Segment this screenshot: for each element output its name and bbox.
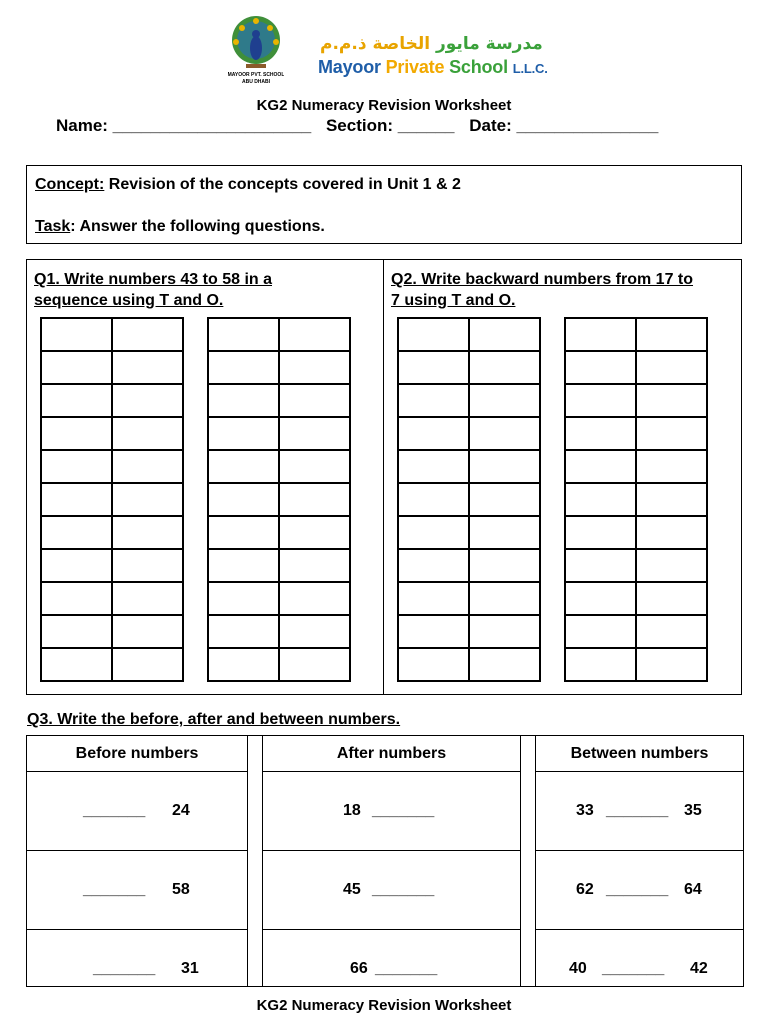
task-line (35, 218, 325, 236)
after-header: After numbers (263, 736, 520, 772)
ones-cell[interactable] (112, 582, 183, 615)
ones-cell[interactable] (279, 384, 350, 417)
tens-cell[interactable] (565, 450, 636, 483)
tens-cell[interactable] (565, 648, 636, 681)
after-column (263, 736, 520, 986)
before-cell (27, 772, 247, 851)
school-name-en-3: School (449, 57, 508, 77)
tens-cell[interactable] (398, 318, 469, 351)
ones-cell[interactable] (279, 516, 350, 549)
ones-cell[interactable] (469, 417, 540, 450)
ones-cell[interactable] (112, 549, 183, 582)
tens-cell[interactable] (565, 351, 636, 384)
tens-cell[interactable] (208, 483, 279, 516)
ones-cell[interactable] (469, 516, 540, 549)
ones-cell[interactable] (469, 582, 540, 615)
grid-row (208, 417, 350, 450)
answer-blank[interactable]: _______ (606, 802, 669, 819)
grid-row (41, 582, 183, 615)
grid-row (208, 615, 350, 648)
ones-cell[interactable] (279, 483, 350, 516)
given-number: 18 (343, 802, 361, 819)
date-field[interactable]: Date: _______________ (469, 116, 659, 135)
given-number-high: 35 (684, 802, 702, 819)
concept-box (26, 165, 742, 244)
given-number: 58 (172, 881, 190, 898)
task-text: : Answer the following questions. (70, 218, 325, 235)
grid-row (208, 351, 350, 384)
tens-cell[interactable] (565, 318, 636, 351)
tens-cell[interactable] (41, 450, 112, 483)
school-name-english (318, 57, 548, 78)
ones-cell[interactable] (279, 450, 350, 483)
tens-cell[interactable] (208, 648, 279, 681)
school-name-en-suffix: L.L.C. (512, 61, 548, 76)
worksheet-title: KG2 Numeracy Revision Worksheet (256, 97, 512, 114)
section-field[interactable]: Section: ______ (325, 116, 455, 135)
tens-cell[interactable] (565, 483, 636, 516)
ones-cell[interactable] (112, 483, 183, 516)
tens-cell[interactable] (565, 549, 636, 582)
student-info-fields (56, 116, 668, 136)
grid-row (41, 648, 183, 681)
q3-heading: Q3. Write the before, after and between numbers. (27, 711, 401, 728)
tens-cell[interactable] (398, 450, 469, 483)
concept-text: Revision of the concepts covered in Unit 1 & 2 (104, 176, 461, 193)
tens-cell[interactable] (398, 417, 469, 450)
tens-cell[interactable] (398, 351, 469, 384)
school-name-ar-part2: الخاصة ذ.م.م (320, 34, 431, 54)
tens-cell[interactable] (565, 516, 636, 549)
grid-row (565, 582, 707, 615)
grid-row (41, 384, 183, 417)
grid-row (41, 483, 183, 516)
given-number-low: 40 (569, 960, 587, 977)
grid-row (565, 351, 707, 384)
ones-cell[interactable] (112, 318, 183, 351)
ones-cell[interactable] (636, 384, 707, 417)
task-label: Task (35, 218, 71, 235)
answer-blank[interactable]: _______ (606, 881, 669, 898)
q1-heading (34, 269, 272, 311)
tens-cell[interactable] (398, 549, 469, 582)
tens-cell[interactable] (208, 351, 279, 384)
ones-cell[interactable] (636, 615, 707, 648)
given-number: 66 (350, 960, 368, 977)
ones-cell[interactable] (279, 549, 350, 582)
tens-cell[interactable] (41, 615, 112, 648)
q1-q2-divider (383, 260, 384, 694)
before-column (27, 736, 247, 986)
grid-row (565, 615, 707, 648)
given-number-low: 33 (576, 802, 594, 819)
grid-row (41, 615, 183, 648)
tens-cell[interactable] (565, 582, 636, 615)
tens-cell[interactable] (398, 648, 469, 681)
given-number: 24 (172, 802, 190, 819)
ones-cell[interactable] (112, 615, 183, 648)
name-field[interactable]: Name: _____________________ (56, 116, 312, 135)
tens-cell[interactable] (208, 417, 279, 450)
ones-cell[interactable] (279, 648, 350, 681)
ones-cell[interactable] (636, 450, 707, 483)
tens-cell[interactable] (41, 483, 112, 516)
school-name-en-1: Mayoor (318, 57, 381, 77)
ones-cell[interactable] (636, 648, 707, 681)
grid-row (41, 318, 183, 351)
q2-grid-right (564, 317, 708, 682)
between-cell (536, 851, 743, 930)
grid-row (208, 582, 350, 615)
grid-row (208, 318, 350, 351)
tens-cell[interactable] (41, 549, 112, 582)
tens-cell[interactable] (208, 450, 279, 483)
grid-row (565, 450, 707, 483)
ones-cell[interactable] (469, 318, 540, 351)
column-separator (247, 736, 263, 986)
between-header: Between numbers (536, 736, 743, 772)
tens-cell[interactable] (41, 318, 112, 351)
grid-row (41, 417, 183, 450)
between-column (536, 736, 743, 986)
footer-title: KG2 Numeracy Revision Worksheet (256, 997, 512, 1014)
grid-row (208, 549, 350, 582)
ones-cell[interactable] (636, 318, 707, 351)
tens-cell[interactable] (208, 615, 279, 648)
answer-blank[interactable]: _______ (372, 802, 435, 819)
column-separator (520, 736, 536, 986)
ones-cell[interactable] (279, 615, 350, 648)
crest-caption-line1: MAYOOR PVT. SCHOOL (228, 72, 284, 78)
ones-cell[interactable] (636, 516, 707, 549)
ones-cell[interactable] (469, 648, 540, 681)
grid-row (398, 351, 540, 384)
grid-row (398, 318, 540, 351)
q2-grid-left (397, 317, 541, 682)
ones-cell[interactable] (636, 582, 707, 615)
ones-cell[interactable] (279, 582, 350, 615)
grid-row (398, 516, 540, 549)
q1-grid-right (207, 317, 351, 682)
grid-row (398, 483, 540, 516)
grid-row (398, 549, 540, 582)
ones-cell[interactable] (469, 615, 540, 648)
answer-blank[interactable]: _______ (372, 881, 435, 898)
ones-cell[interactable] (469, 549, 540, 582)
grid-row (565, 483, 707, 516)
tens-cell[interactable] (398, 384, 469, 417)
ones-cell[interactable] (112, 351, 183, 384)
ones-cell[interactable] (279, 417, 350, 450)
answer-blank[interactable]: _______ (375, 960, 438, 977)
concept-line (35, 176, 461, 194)
grid-row (398, 450, 540, 483)
answer-blank[interactable]: _______ (83, 802, 146, 819)
tens-cell[interactable] (398, 483, 469, 516)
ones-cell[interactable] (112, 648, 183, 681)
school-name-ar-part1: مدرسة مايور (435, 34, 543, 54)
tens-cell[interactable] (208, 318, 279, 351)
q1-grid-left (40, 317, 184, 682)
grid-row (208, 483, 350, 516)
tens-cell[interactable] (565, 384, 636, 417)
tens-cell[interactable] (565, 615, 636, 648)
grid-row (565, 384, 707, 417)
after-cell (263, 772, 520, 851)
grid-row (208, 384, 350, 417)
ones-cell[interactable] (469, 483, 540, 516)
q2-heading-line1: Q2. Write backward numbers from 17 to (391, 271, 694, 288)
q3-table (26, 735, 744, 987)
tens-cell[interactable] (208, 384, 279, 417)
ones-cell[interactable] (469, 450, 540, 483)
grid-row (208, 450, 350, 483)
ones-cell[interactable] (279, 318, 350, 351)
ones-cell[interactable] (112, 417, 183, 450)
tens-cell[interactable] (398, 615, 469, 648)
tens-cell[interactable] (41, 417, 112, 450)
after-cell (263, 851, 520, 930)
before-cell (27, 851, 247, 930)
grid-row (565, 648, 707, 681)
grid-row (398, 417, 540, 450)
grid-row (41, 549, 183, 582)
ones-cell[interactable] (636, 417, 707, 450)
grid-row (208, 648, 350, 681)
ones-cell[interactable] (112, 516, 183, 549)
ones-cell[interactable] (469, 351, 540, 384)
tens-cell[interactable] (208, 516, 279, 549)
given-number-high: 64 (684, 881, 702, 898)
ones-cell[interactable] (636, 351, 707, 384)
answer-blank[interactable]: _______ (602, 960, 665, 977)
before-header: Before numbers (27, 736, 247, 772)
q2-heading-line2: 7 using T and O. (391, 292, 516, 309)
tens-cell[interactable] (398, 516, 469, 549)
q1-heading-line2: sequence using T and O. (34, 292, 224, 309)
school-name-arabic (320, 34, 543, 54)
grid-row (565, 318, 707, 351)
ones-cell[interactable] (112, 384, 183, 417)
grid-row (41, 450, 183, 483)
tens-cell[interactable] (41, 582, 112, 615)
peacock-crest-logo (228, 14, 284, 90)
grid-row (41, 351, 183, 384)
grid-row (208, 516, 350, 549)
grid-row (565, 417, 707, 450)
grid-row (398, 648, 540, 681)
given-number-high: 42 (690, 960, 708, 977)
given-number: 31 (181, 960, 199, 977)
ones-cell[interactable] (112, 450, 183, 483)
between-cell (536, 772, 743, 851)
ones-cell[interactable] (469, 384, 540, 417)
answer-blank[interactable]: _______ (83, 881, 146, 898)
ones-cell[interactable] (279, 351, 350, 384)
tens-cell[interactable] (565, 417, 636, 450)
tens-cell[interactable] (41, 384, 112, 417)
given-number-low: 62 (576, 881, 594, 898)
grid-row (565, 516, 707, 549)
grid-row (398, 582, 540, 615)
tens-cell[interactable] (41, 351, 112, 384)
given-number: 45 (343, 881, 361, 898)
ones-cell[interactable] (636, 483, 707, 516)
grid-row (41, 516, 183, 549)
q2-heading (391, 269, 693, 311)
q1-heading-line1: Q1. Write numbers 43 to 58 in a (34, 271, 272, 288)
crest-caption-line2: ABU DHABI (241, 79, 271, 85)
tens-cell[interactable] (41, 516, 112, 549)
grid-row (398, 384, 540, 417)
school-name-en-2: Private (385, 57, 445, 77)
q1-q2-box (26, 259, 742, 695)
tens-cell[interactable] (398, 582, 469, 615)
concept-label: Concept: (35, 176, 105, 193)
grid-row (398, 615, 540, 648)
tens-cell[interactable] (41, 648, 112, 681)
tens-cell[interactable] (208, 549, 279, 582)
ones-cell[interactable] (636, 549, 707, 582)
grid-row (565, 549, 707, 582)
tens-cell[interactable] (208, 582, 279, 615)
answer-blank[interactable]: _______ (93, 960, 156, 977)
